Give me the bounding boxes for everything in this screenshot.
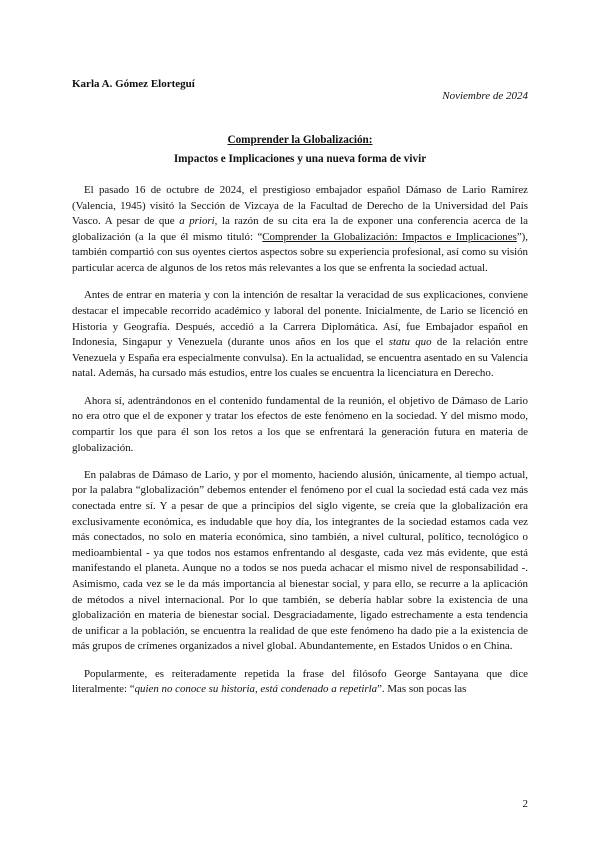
paragraph-4: En palabras de Dámaso de Lario, y por el momento, haciendo alusión, únicamente, al tiempo actual, por la palabra “globalización” debemos entender el fenómeno por el cual la sociedad está cada vez más conectada entre sí. Y a pesar de que a principios del siglo vigente, se creía que la globalización era exclusivamente económica, es indudable que hoy día, los integrantes de la sociedad estamos cada vez más conectados, no solo en materia económica, sino también, a nivel cultural, político, tecnológico o medioambiental - ya que todos nos estamos enfrentando al desgaste, cada vez más evidente, que está manifestando el planeta. Aunque no a todos se nos pueda achacar el mismo nivel de responsabilidad -. Asimismo, cada vez se le da más importancia al bienestar social, y para ello, se recurre a la aplicación de métodos a nivel internacional. Por lo que también, se debería hablar sobre la existencia de una globalización en materia de bienestar social. Desgraciadamente, ligado estrechamente a esta tendencia de unificar a la población, se encuentra la realidad de que este fenómeno ha dado pie a la existencia de más grupos de crímenes organizados a nivel global. Abundantemente, en Estados Unidos o en China.	[72, 468, 528, 653]
paragraph-3: Ahora sí, adentrándonos en el contenido fundamental de la reunión, el objetivo de Dámaso de Lario no era otro que el de exponer y tratar los efectos de este fenómeno en la sociedad. Y del mismo modo, compartir los que para él son los retos a los que se enfrentará la generación futura en materia de globalización.	[72, 394, 528, 454]
paragraph-1: El pasado 16 de octubre de 2024, el prestigioso embajador español Dámaso de Lario Ramírez (Valencia, 1945) visitó la Sección de Vizcaya de la Facultad de Derecho de la Universidad del País Vasco. A pesar de que a priori, la razón de su cita era la de exponer una conferencia acerca de la globalización (a la que él mismo tituló: “Comprender la Globalización: Impactos e Implicaciones”), también compartió con sus oyentes ciertos aspectos sobre su experiencia profesional, así como su visión particular acerca de algunos de los retos más relevantes a los que se enfrenta la sociedad actual.	[72, 184, 528, 274]
document-subtitle: Impactos e Implicaciones y una nueva forma de vivir	[173, 153, 427, 165]
document-date: Noviembre de 2024	[442, 90, 528, 102]
paragraph-2: Antes de entrar en materia y con la intención de resaltar la veracidad de sus explicaciones, conviene destacar el impecable recorrido académico y laboral del ponente. Inicialmente, de Lario se licenció en Historia y Geografía. Después, accedió a la Carrera Diplomática. Así, fue Embajador español en Indonesia, Singapur y Venezuela (durante unos años en los que el statu quo de la relación entre Venezuela y España era especialmente convulsa). En la actualidad, se encuentra asentado en su Valencia natal. Además, ha cursado más estudios, entre los cuales se encuentra la licenciatura en Derecho.	[72, 289, 528, 380]
author-name: Karla A. Gómez Elorteguí	[72, 78, 195, 90]
page-number: 2	[522, 798, 528, 810]
paragraph-5: Popularmente, es reiteradamente repetida la frase del filósofo George Santayana que dice literalmente: “quien no conoce su historia, está condenado a repetirla”. Mas son pocas las	[72, 667, 528, 696]
conference-title-quote: Comprender la Globalización: Impactos e Implicaciones	[262, 230, 517, 243]
document-body	[72, 183, 528, 710]
document-title: Comprender la Globalización:	[227, 134, 373, 146]
